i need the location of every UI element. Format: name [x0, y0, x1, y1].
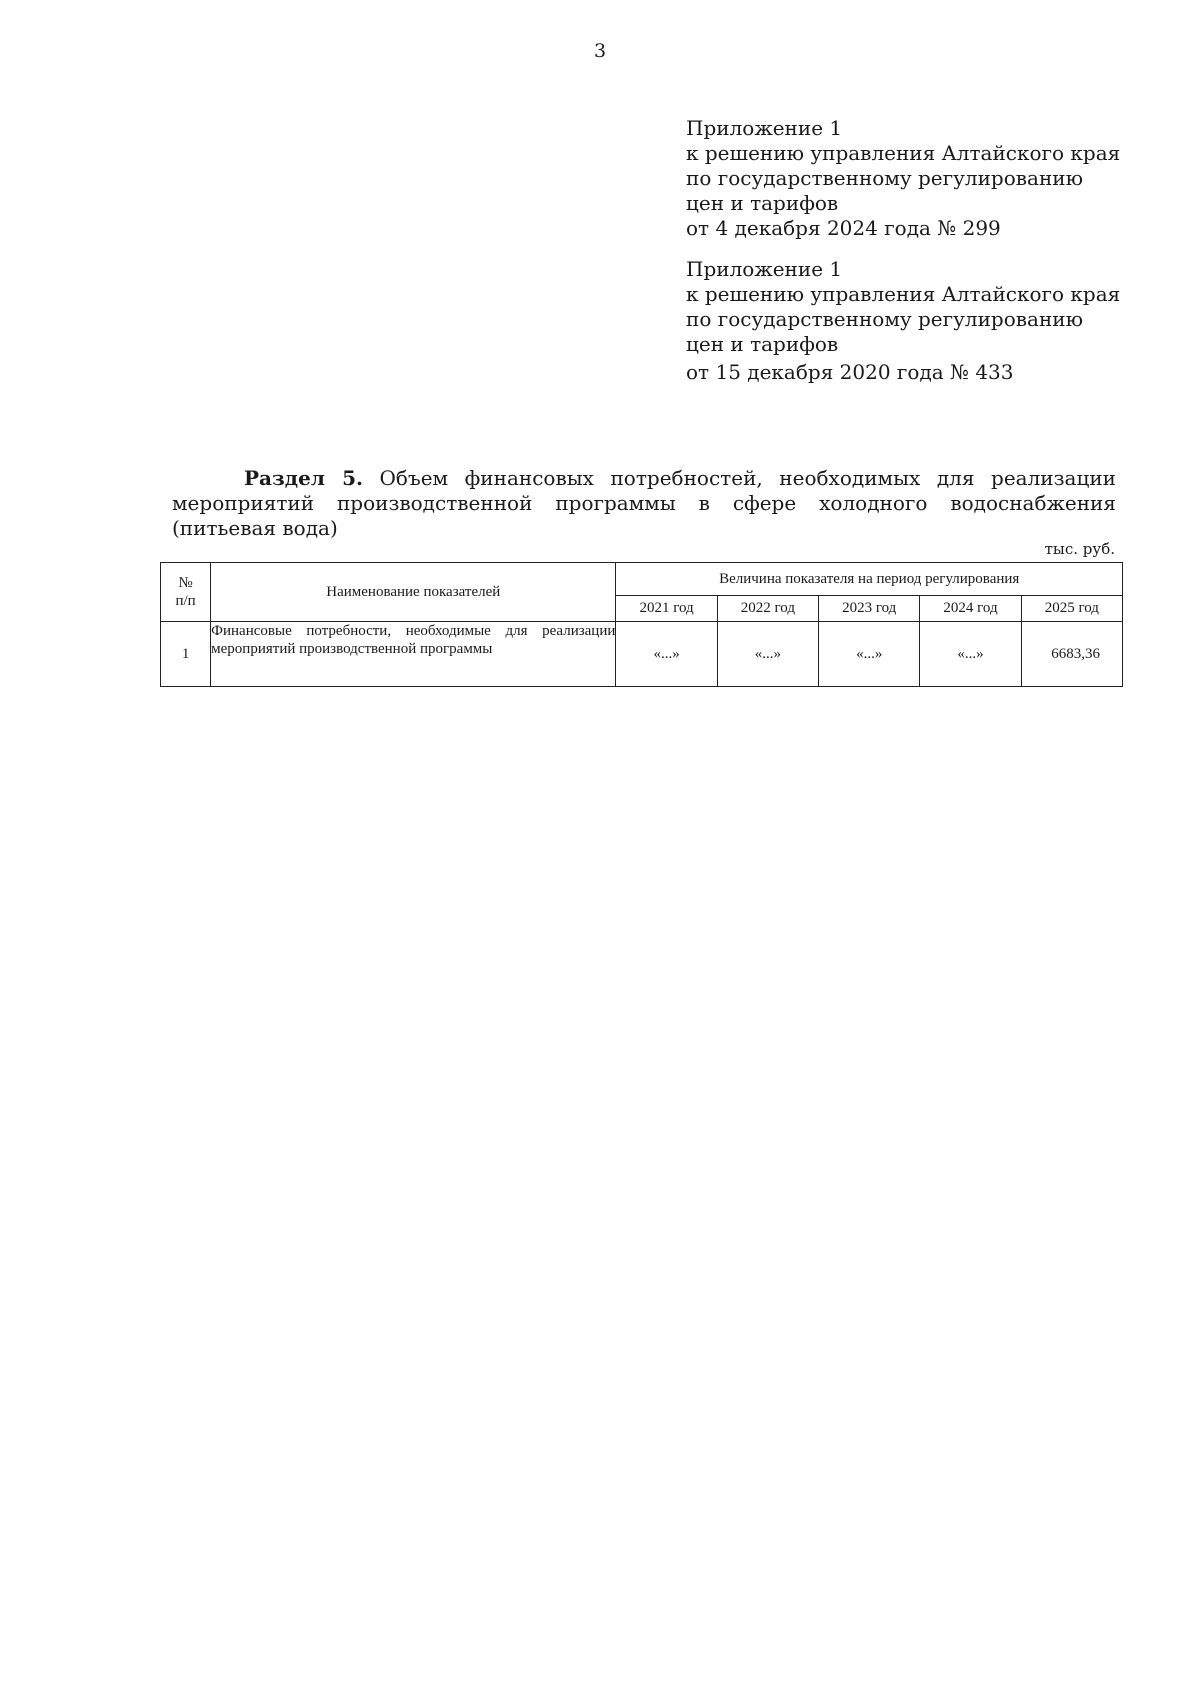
table-row	[161, 622, 1123, 687]
appendix-line: по государственному регулированию	[686, 307, 1084, 331]
header-year: 2025 год	[1021, 596, 1122, 622]
row-num: 1	[161, 622, 211, 687]
appendix-line: цен и тарифов	[686, 332, 839, 356]
header-year: 2023 год	[819, 596, 920, 622]
appendix-line: по государственному регулированию	[686, 166, 1084, 190]
section-title-text: Объем финансовых потребностей, необходимых для реализации	[379, 466, 1116, 490]
header-num	[161, 563, 211, 622]
appendix-date: от 15 декабря 2020 года № 433	[686, 360, 1014, 384]
section-label: Раздел 5.	[244, 466, 363, 490]
appendix-date: от 4 декабря 2024 года № 299	[686, 216, 1001, 240]
row-value: «...»	[819, 622, 920, 687]
appendix-previous	[686, 257, 1120, 385]
page-number: 3	[593, 40, 607, 62]
header-year: 2024 год	[920, 596, 1021, 622]
section-title	[172, 466, 1116, 541]
appendix-line: цен и тарифов	[686, 191, 839, 215]
header-period-group: Величина показателя на период регулирования	[616, 563, 1123, 596]
appendix-line: к решению управления Алтайского края	[686, 282, 1121, 306]
header-name: Наименование показателей	[211, 563, 616, 622]
appendix-title: Приложение 1	[686, 116, 843, 140]
header-num-symbol: №	[178, 575, 193, 591]
header-year: 2022 год	[717, 596, 818, 622]
row-value: 6683,36	[1021, 622, 1122, 687]
table-header-row	[161, 563, 1123, 596]
row-value: «...»	[920, 622, 1021, 687]
row-value: «...»	[717, 622, 818, 687]
row-value: «...»	[616, 622, 717, 687]
section-first-line	[172, 466, 1116, 491]
financial-table	[160, 562, 1123, 687]
section-title-continuation: мероприятий производственной программы в сфере холодного водоснабжения (питьевая вода)	[172, 491, 1116, 540]
row-name: Финансовые потребности, необходимые для реализации мероприятий производственной программы	[211, 622, 616, 687]
units-label: тыс. руб.	[1044, 540, 1115, 558]
header-year: 2021 год	[616, 596, 717, 622]
appendix-title: Приложение 1	[686, 257, 843, 281]
appendix-line: к решению управления Алтайского края	[686, 141, 1121, 165]
header-num-sub: п/п	[175, 593, 196, 609]
appendix-current	[686, 116, 1120, 241]
